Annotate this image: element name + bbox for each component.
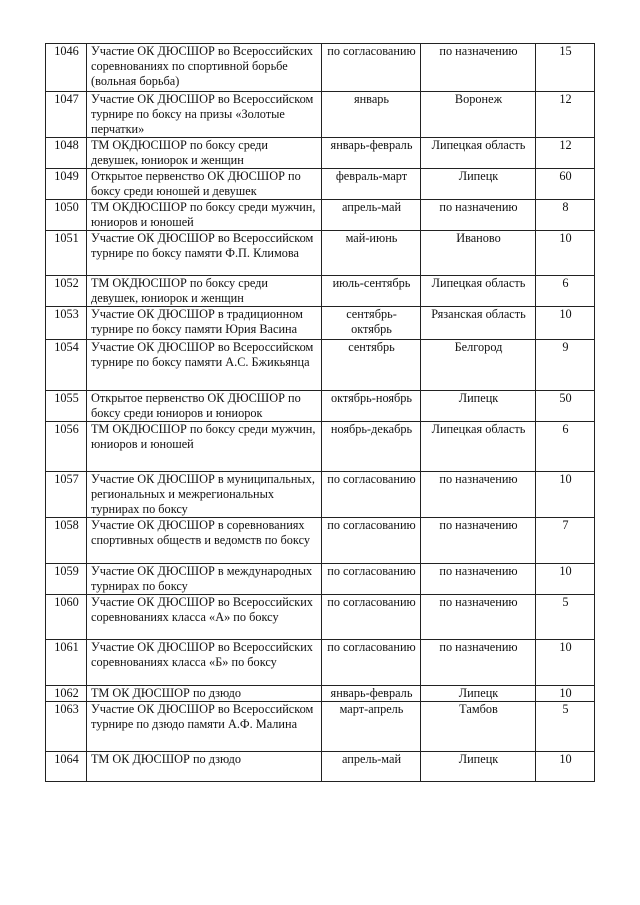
event-name: Открытое первенство ОК ДЮСШОР по боксу среди юношей и девушек — [87, 169, 322, 200]
row-number: 1052 — [46, 276, 87, 307]
event-name: Участие ОК ДЮСШОР во Всероссийском турнире по боксу на призы «Золотые перчатки» — [87, 92, 322, 138]
event-place: по назначению — [421, 472, 536, 518]
participant-count: 10 — [536, 686, 595, 702]
row-number: 1050 — [46, 200, 87, 231]
participant-count: 8 — [536, 200, 595, 231]
table-row — [46, 422, 595, 472]
table-row — [46, 307, 595, 340]
event-name: Участие ОК ДЮСШОР во Всероссийских соревнованиях класса «А» по боксу — [87, 595, 322, 640]
row-number: 1062 — [46, 686, 87, 702]
event-place: по назначению — [421, 564, 536, 595]
event-name: Участие ОК ДЮСШОР во Всероссийских соревнованиях класса «Б» по боксу — [87, 640, 322, 686]
events-table-body — [46, 44, 595, 782]
participant-count: 12 — [536, 92, 595, 138]
event-place: Тамбов — [421, 702, 536, 752]
table-row — [46, 595, 595, 640]
participant-count: 10 — [536, 640, 595, 686]
event-date: январь-февраль — [322, 686, 421, 702]
row-number: 1047 — [46, 92, 87, 138]
event-date: апрель-май — [322, 200, 421, 231]
row-number: 1058 — [46, 518, 87, 564]
table-row — [46, 169, 595, 200]
event-date: январь-февраль — [322, 138, 421, 169]
event-place: Липецкая область — [421, 422, 536, 472]
row-number: 1059 — [46, 564, 87, 595]
table-row — [46, 640, 595, 686]
event-name: ТМ ОКДЮСШОР по боксу среди мужчин, юниоров и юношей — [87, 422, 322, 472]
row-number: 1056 — [46, 422, 87, 472]
row-number: 1063 — [46, 702, 87, 752]
event-name: Участие ОК ДЮСШОР во Всероссийских соревнованиях по спортивной борьбе (вольная борьба) — [87, 44, 322, 92]
event-date: май-июнь — [322, 231, 421, 276]
event-date: ноябрь-декабрь — [322, 422, 421, 472]
participant-count: 50 — [536, 391, 595, 422]
participant-count: 6 — [536, 422, 595, 472]
event-name: ТМ ОК ДЮСШОР по дзюдо — [87, 752, 322, 782]
event-name: Участие ОК ДЮСШОР во Всероссийском турнире по дзюдо памяти А.Ф. Малина — [87, 702, 322, 752]
participant-count: 60 — [536, 169, 595, 200]
participant-count: 6 — [536, 276, 595, 307]
row-number: 1060 — [46, 595, 87, 640]
event-place: по назначению — [421, 200, 536, 231]
event-name: ТМ ОКДЮСШОР по боксу среди девушек, юниорок и женщин — [87, 276, 322, 307]
event-name: Участие ОК ДЮСШОР в муниципальных, региональных и межрегиональных турнирах по боксу — [87, 472, 322, 518]
participant-count: 5 — [536, 595, 595, 640]
event-name: ТМ ОКДЮСШОР по боксу среди девушек, юниорок и женщин — [87, 138, 322, 169]
event-place: Липецк — [421, 752, 536, 782]
event-place: по назначению — [421, 595, 536, 640]
event-place: по назначению — [421, 640, 536, 686]
participant-count: 7 — [536, 518, 595, 564]
table-row — [46, 231, 595, 276]
events-table — [45, 43, 595, 782]
participant-count: 15 — [536, 44, 595, 92]
participant-count: 10 — [536, 231, 595, 276]
table-row — [46, 276, 595, 307]
table-row — [46, 391, 595, 422]
event-place: по назначению — [421, 518, 536, 564]
event-name: Открытое первенство ОК ДЮСШОР по боксу среди юниоров и юниорок — [87, 391, 322, 422]
event-date: по согласованию — [322, 472, 421, 518]
participant-count: 9 — [536, 340, 595, 391]
event-date: апрель-май — [322, 752, 421, 782]
event-place: Липецкая область — [421, 276, 536, 307]
participant-count: 10 — [536, 564, 595, 595]
table-row — [46, 752, 595, 782]
participant-count: 5 — [536, 702, 595, 752]
table-row — [46, 92, 595, 138]
event-place: Липецк — [421, 391, 536, 422]
table-row — [46, 138, 595, 169]
row-number: 1057 — [46, 472, 87, 518]
event-date: по согласованию — [322, 640, 421, 686]
event-date: январь — [322, 92, 421, 138]
row-number: 1049 — [46, 169, 87, 200]
event-place: Воронеж — [421, 92, 536, 138]
row-number: 1061 — [46, 640, 87, 686]
event-name: Участие ОК ДЮСШОР в соревнованиях спортивных обществ и ведомств по боксу — [87, 518, 322, 564]
table-row — [46, 472, 595, 518]
table-row — [46, 44, 595, 92]
event-name: Участие ОК ДЮСШОР во Всероссийском турнире по боксу памяти А.С. Бжикьянца — [87, 340, 322, 391]
event-date: октябрь-ноябрь — [322, 391, 421, 422]
event-date: февраль-март — [322, 169, 421, 200]
row-number: 1046 — [46, 44, 87, 92]
event-place: Липецк — [421, 686, 536, 702]
event-date: сентябрь — [322, 340, 421, 391]
row-number: 1053 — [46, 307, 87, 340]
event-name: Участие ОК ДЮСШОР в традиционном турнире по боксу памяти Юрия Васина — [87, 307, 322, 340]
participant-count: 10 — [536, 752, 595, 782]
table-row — [46, 200, 595, 231]
row-number: 1051 — [46, 231, 87, 276]
event-name: Участие ОК ДЮСШОР в международных турнирах по боксу — [87, 564, 322, 595]
table-row — [46, 702, 595, 752]
event-date: по согласованию — [322, 564, 421, 595]
event-place: Рязанская область — [421, 307, 536, 340]
event-name: ТМ ОКДЮСШОР по боксу среди мужчин, юниоров и юношей — [87, 200, 322, 231]
event-place: Липецкая область — [421, 138, 536, 169]
table-row — [46, 686, 595, 702]
row-number: 1054 — [46, 340, 87, 391]
table-row — [46, 340, 595, 391]
participant-count: 12 — [536, 138, 595, 169]
table-row — [46, 518, 595, 564]
row-number: 1048 — [46, 138, 87, 169]
event-date: по согласованию — [322, 44, 421, 92]
participant-count: 10 — [536, 307, 595, 340]
event-date: по согласованию — [322, 595, 421, 640]
event-place: Иваново — [421, 231, 536, 276]
event-place: Липецк — [421, 169, 536, 200]
event-place: Белгород — [421, 340, 536, 391]
row-number: 1064 — [46, 752, 87, 782]
event-date: по согласованию — [322, 518, 421, 564]
event-place: по назначению — [421, 44, 536, 92]
event-name: ТМ ОК ДЮСШОР по дзюдо — [87, 686, 322, 702]
participant-count: 10 — [536, 472, 595, 518]
event-name: Участие ОК ДЮСШОР во Всероссийском турнире по боксу памяти Ф.П. Климова — [87, 231, 322, 276]
table-row — [46, 564, 595, 595]
event-date: июль-сентябрь — [322, 276, 421, 307]
row-number: 1055 — [46, 391, 87, 422]
event-date: март-апрель — [322, 702, 421, 752]
event-date: сентябрь-октябрь — [322, 307, 421, 340]
